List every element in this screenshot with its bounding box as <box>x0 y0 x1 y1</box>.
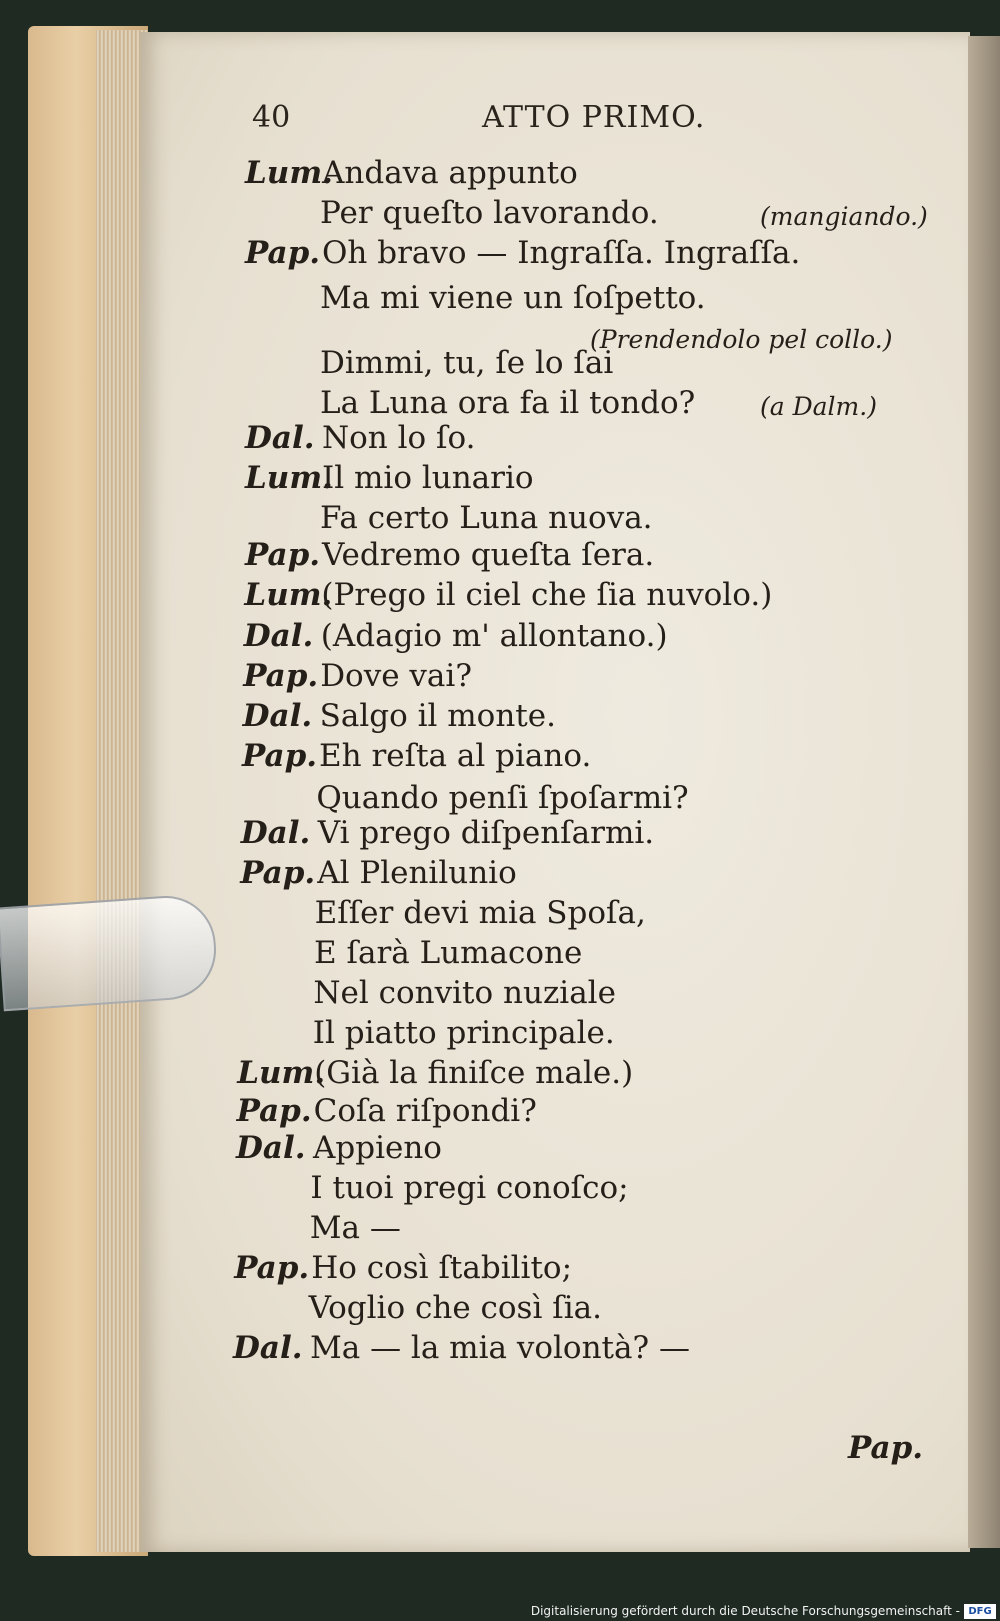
dialogue-text: Vi prego diſpenſarmi. <box>317 815 655 851</box>
dialogue-text: (Prego il ciel che ſia nuvolo.) <box>321 577 773 613</box>
footer-credit: Digitalisierung gefördert durch die Deutsche Forschungsgemeinschaft - <box>530 1604 960 1618</box>
dialogue-text: (Già la finiſce male.) <box>314 1055 634 1091</box>
speaker-label: Pap. <box>245 537 321 573</box>
speaker-label: Pap. <box>236 1093 312 1129</box>
dialogue-text: Dimmi, tu, ſe lo ſai <box>320 345 614 381</box>
dialogue-text: Eſſer devi mia Spoſa, <box>314 895 646 931</box>
dialogue-text: Eh reſta al piano. <box>319 738 592 774</box>
dialogue-text: Appieno <box>313 1130 442 1166</box>
dialogue-text: Fa certo Luna nuova. <box>320 500 653 536</box>
dialogue-text: Vedremo queſta ſera. <box>322 537 655 573</box>
dialogue-text: Coſa riſpondi? <box>313 1093 537 1129</box>
running-head: ATTO PRIMO. <box>482 100 706 135</box>
speaker-label: Dal. <box>236 1130 306 1166</box>
stage-direction: (mangiando.) <box>760 202 928 231</box>
speaker-label: Dal. <box>240 815 311 851</box>
dialogue-text: Quando penſi ſpoſarmi? <box>316 780 689 816</box>
speaker-label: Lum. <box>245 155 333 191</box>
dialogue-text: Al Plenilunio <box>317 855 517 891</box>
speaker-label: Dal. <box>245 420 315 456</box>
page-number: 40 <box>252 100 291 135</box>
dialogue-text: Nel convito nuziale <box>313 975 616 1011</box>
dialogue-text: Non lo ſo. <box>322 420 476 456</box>
dialogue-text: Ma mi viene un ſoſpetto. <box>320 280 706 316</box>
dialogue-text: Ho così ſtabilito; <box>311 1250 573 1286</box>
dialogue-text: Ma — la mia volontà? — <box>310 1330 690 1366</box>
speaker-label: Pap. <box>243 658 319 694</box>
speaker-label: Lum. <box>237 1055 326 1091</box>
speaker-label: Pap. <box>240 855 316 891</box>
dialogue-text: La Luna ora fa il tondo? <box>320 385 696 421</box>
speaker-label: Lum. <box>245 460 333 496</box>
dialogue-text: Per queſto lavorando. <box>320 195 659 231</box>
stage-direction: (Prendendolo pel collo.) <box>590 325 893 354</box>
dialogue-text: Dove vai? <box>320 658 472 694</box>
dfg-logo: DFG <box>964 1604 996 1619</box>
page-clip <box>0 893 219 1012</box>
speaker-label: Pap. <box>234 1250 310 1286</box>
speaker-label: Pap. <box>245 235 321 271</box>
dialogue-text: I tuoi pregi conoſco; <box>310 1170 629 1206</box>
dialogue-text: Voglio che così ſia. <box>308 1290 602 1326</box>
speaker-label: Dal. <box>243 618 314 654</box>
speaker-label: Dal. <box>233 1330 303 1366</box>
speaker-label: Dal. <box>242 698 313 734</box>
dialogue-text: Ma — <box>309 1210 401 1246</box>
stage-direction: (a Dalm.) <box>760 392 877 421</box>
catchword: Pap. <box>848 1430 924 1466</box>
dialogue-text: Salgo il monte. <box>319 698 556 734</box>
dialogue-text: Il mio lunario <box>322 460 534 496</box>
dialogue-text: Oh bravo — Ingraſſa. Ingraſſa. <box>322 235 801 271</box>
speaker-label: Pap. <box>242 738 318 774</box>
dialogue-text: E ſarà Lumacone <box>314 935 583 971</box>
speaker-label: Lum. <box>244 577 333 613</box>
dialogue-text: Il piatto principale. <box>312 1015 615 1051</box>
dialogue-text: (Adagio m' allontano.) <box>320 618 668 654</box>
dialogue-text: Andava appunto <box>322 155 578 191</box>
